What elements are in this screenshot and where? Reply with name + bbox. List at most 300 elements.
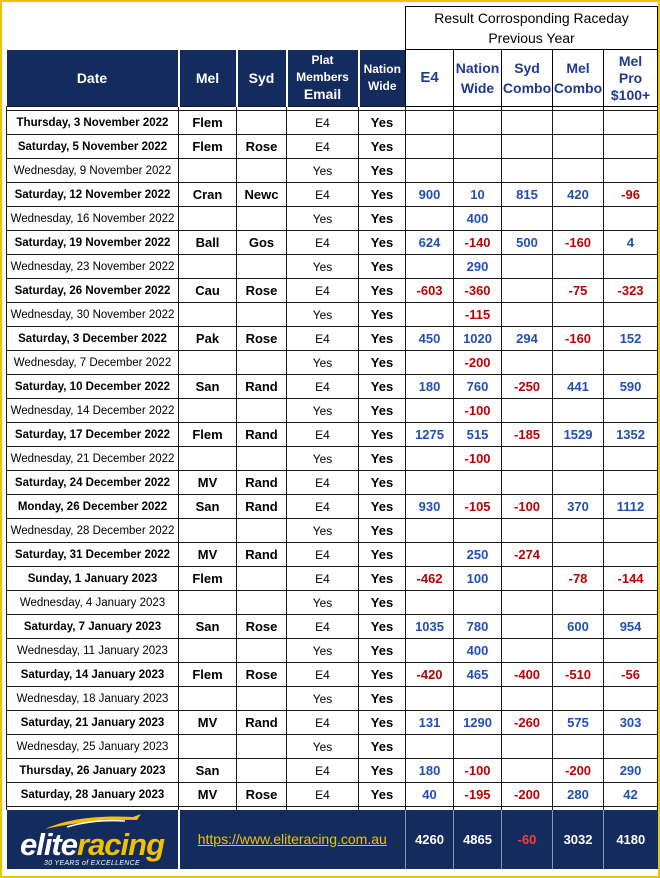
- nation-wide-cell: Yes: [359, 207, 406, 231]
- result-mel-combo-cell: -510: [553, 663, 604, 687]
- date-cell: Saturday, 28 January 2023: [7, 783, 179, 807]
- nation-wide-cell: Yes: [359, 615, 406, 639]
- result-mel-pro-cell: -144: [604, 567, 658, 591]
- result-nation-wide-cell: -100: [454, 447, 502, 471]
- date-cell: Wednesday, 18 January 2023: [7, 687, 179, 711]
- mel-venue-cell: MV: [179, 471, 237, 495]
- result-e4-cell: [406, 255, 454, 279]
- result-e4-cell: [406, 687, 454, 711]
- results-table: [6, 6, 658, 869]
- date-cell: Wednesday, 23 November 2022: [7, 255, 179, 279]
- date-cell: Saturday, 17 December 2022: [7, 423, 179, 447]
- result-mel-combo-cell: [553, 591, 604, 615]
- mel-venue-cell: Flem: [179, 567, 237, 591]
- result-mel-combo-cell: [553, 207, 604, 231]
- result-syd-combo-cell: -200: [502, 783, 553, 807]
- result-mel-pro-cell: -96: [604, 183, 658, 207]
- mel-venue-cell: MV: [179, 783, 237, 807]
- plat-members-cell: Yes: [287, 303, 359, 327]
- result-nation-wide-cell: -195: [454, 783, 502, 807]
- result-mel-combo-cell: -160: [553, 327, 604, 351]
- result-syd-combo-cell: -185: [502, 423, 553, 447]
- result-nation-wide-cell: 1020: [454, 327, 502, 351]
- result-e4-cell: [406, 207, 454, 231]
- result-title-line2: Previous Year: [488, 30, 575, 46]
- date-cell: Saturday, 31 December 2022: [7, 543, 179, 567]
- result-e4-cell: [406, 399, 454, 423]
- result-e4-cell: [406, 159, 454, 183]
- result-mel-combo-cell: [553, 111, 604, 135]
- syd-venue-cell: Rose: [237, 615, 287, 639]
- syd-venue-cell: [237, 447, 287, 471]
- result-syd-combo-cell: -274: [502, 543, 553, 567]
- mel-venue-cell: [179, 639, 237, 663]
- syd-venue-cell: [237, 399, 287, 423]
- logo: [7, 810, 179, 869]
- date-cell: Wednesday, 25 January 2023: [7, 735, 179, 759]
- table-row: [7, 183, 658, 207]
- date-cell: Saturday, 24 December 2022: [7, 471, 179, 495]
- result-syd-combo-cell: 294: [502, 327, 553, 351]
- mel-venue-cell: [179, 519, 237, 543]
- col-header-date: Date: [7, 50, 179, 107]
- logo-elite-text: elite: [19, 826, 77, 862]
- nation-wide-cell: Yes: [359, 135, 406, 159]
- nation-wide-cell: Yes: [359, 471, 406, 495]
- date-cell: Saturday, 12 November 2022: [7, 183, 179, 207]
- result-syd-combo-cell: [502, 351, 553, 375]
- col-header-result-mel-pro: Mel Pro $100+: [604, 50, 658, 107]
- table-row: [7, 159, 658, 183]
- date-cell: Saturday, 10 December 2022: [7, 375, 179, 399]
- nation-wide-cell: Yes: [359, 303, 406, 327]
- result-syd-combo-cell: [502, 207, 553, 231]
- result-mel-pro-cell: [604, 543, 658, 567]
- result-e4-cell: [406, 111, 454, 135]
- result-mel-combo-cell: 600: [553, 615, 604, 639]
- result-mel-combo-cell: [553, 735, 604, 759]
- syd-venue-cell: Rand: [237, 423, 287, 447]
- plat-members-cell: Yes: [287, 591, 359, 615]
- table-row: [7, 279, 658, 303]
- syd-venue-cell: Rand: [237, 495, 287, 519]
- result-syd-combo-cell: [502, 615, 553, 639]
- result-syd-combo-cell: -260: [502, 711, 553, 735]
- total-nation-wide: 4865: [454, 810, 502, 869]
- result-nation-wide-cell: -140: [454, 231, 502, 255]
- plat-members-cell: Yes: [287, 351, 359, 375]
- result-e4-cell: [406, 639, 454, 663]
- syd-venue-cell: Gos: [237, 231, 287, 255]
- syd-venue-cell: Rose: [237, 327, 287, 351]
- nation-wide-cell: Yes: [359, 423, 406, 447]
- mel-venue-cell: [179, 735, 237, 759]
- mel-venue-cell: MV: [179, 543, 237, 567]
- table-row: [7, 591, 658, 615]
- syd-venue-cell: Rand: [237, 375, 287, 399]
- result-nation-wide-cell: -200: [454, 351, 502, 375]
- date-cell: Wednesday, 11 January 2023: [7, 639, 179, 663]
- plat-members-cell: E4: [287, 375, 359, 399]
- result-mel-combo-cell: 441: [553, 375, 604, 399]
- result-e4-cell: [406, 471, 454, 495]
- mel-venue-cell: San: [179, 615, 237, 639]
- syd-venue-cell: [237, 759, 287, 783]
- mel-venue-cell: [179, 687, 237, 711]
- result-mel-combo-cell: -200: [553, 759, 604, 783]
- result-mel-pro-cell: 290: [604, 759, 658, 783]
- mel-venue-cell: Pak: [179, 327, 237, 351]
- col-header-result-mel-combo: Mel Combo: [553, 50, 604, 107]
- result-nation-wide-cell: [454, 159, 502, 183]
- nation-wide-cell: Yes: [359, 735, 406, 759]
- result-e4-cell: 1275: [406, 423, 454, 447]
- syd-venue-cell: [237, 255, 287, 279]
- plat-members-cell: E4: [287, 663, 359, 687]
- result-e4-cell: -462: [406, 567, 454, 591]
- syd-venue-cell: [237, 207, 287, 231]
- syd-venue-cell: [237, 591, 287, 615]
- nation-wide-cell: Yes: [359, 255, 406, 279]
- date-cell: Saturday, 26 November 2022: [7, 279, 179, 303]
- result-e4-cell: [406, 591, 454, 615]
- mel-venue-cell: [179, 351, 237, 375]
- result-mel-combo-cell: -75: [553, 279, 604, 303]
- nation-wide-cell: Yes: [359, 543, 406, 567]
- col-header-plat-members-email: Plat Members Email: [287, 50, 359, 107]
- result-syd-combo-cell: [502, 519, 553, 543]
- result-mel-pro-cell: 954: [604, 615, 658, 639]
- result-mel-pro-cell: 1112: [604, 495, 658, 519]
- result-e4-cell: 624: [406, 231, 454, 255]
- nation-wide-cell: Yes: [359, 447, 406, 471]
- result-syd-combo-cell: [502, 303, 553, 327]
- col-header-nation-wide: Nation Wide: [359, 50, 406, 107]
- plat-members-cell: Yes: [287, 519, 359, 543]
- result-e4-cell: [406, 519, 454, 543]
- mel-venue-cell: MV: [179, 711, 237, 735]
- result-syd-combo-cell: [502, 591, 553, 615]
- table-row: [7, 423, 658, 447]
- result-nation-wide-cell: 10: [454, 183, 502, 207]
- table-row: [7, 687, 658, 711]
- result-nation-wide-cell: 100: [454, 567, 502, 591]
- nation-wide-cell: Yes: [359, 639, 406, 663]
- result-mel-combo-cell: [553, 687, 604, 711]
- mel-venue-cell: San: [179, 759, 237, 783]
- syd-venue-cell: [237, 159, 287, 183]
- table-row: [7, 255, 658, 279]
- table-row: [7, 519, 658, 543]
- date-cell: Sunday, 1 January 2023: [7, 567, 179, 591]
- date-cell: Wednesday, 14 December 2022: [7, 399, 179, 423]
- table-row: [7, 783, 658, 807]
- result-mel-pro-cell: [604, 735, 658, 759]
- col-header-result-nation-wide: Nation Wide: [454, 50, 502, 107]
- plat-members-cell: E4: [287, 543, 359, 567]
- result-nation-wide-cell: 515: [454, 423, 502, 447]
- result-e4-cell: [406, 303, 454, 327]
- total-e4: 4260: [406, 810, 454, 869]
- mel-venue-cell: [179, 591, 237, 615]
- result-e4-cell: 900: [406, 183, 454, 207]
- result-syd-combo-cell: [502, 735, 553, 759]
- result-e4-cell: [406, 447, 454, 471]
- syd-venue-cell: [237, 303, 287, 327]
- result-syd-combo-cell: -250: [502, 375, 553, 399]
- result-e4-cell: [406, 135, 454, 159]
- result-nation-wide-cell: 400: [454, 207, 502, 231]
- result-mel-combo-cell: 420: [553, 183, 604, 207]
- mel-venue-cell: San: [179, 375, 237, 399]
- result-e4-cell: 40: [406, 783, 454, 807]
- result-mel-pro-cell: [604, 111, 658, 135]
- syd-venue-cell: Rand: [237, 711, 287, 735]
- date-cell: Saturday, 5 November 2022: [7, 135, 179, 159]
- result-mel-combo-cell: [553, 543, 604, 567]
- syd-venue-cell: Newc: [237, 183, 287, 207]
- nation-wide-cell: Yes: [359, 183, 406, 207]
- result-nation-wide-cell: [454, 591, 502, 615]
- table-row: [7, 759, 658, 783]
- plat-members-cell: E4: [287, 327, 359, 351]
- result-mel-combo-cell: [553, 135, 604, 159]
- nation-wide-cell: Yes: [359, 519, 406, 543]
- plat-members-cell: E4: [287, 231, 359, 255]
- syd-venue-cell: [237, 567, 287, 591]
- mel-venue-cell: Flem: [179, 423, 237, 447]
- website-link[interactable]: https://www.eliteracing.com.au: [197, 830, 387, 847]
- nation-wide-cell: Yes: [359, 351, 406, 375]
- result-nation-wide-cell: [454, 111, 502, 135]
- result-e4-cell: -420: [406, 663, 454, 687]
- syd-venue-cell: Rand: [237, 471, 287, 495]
- date-cell: Wednesday, 7 December 2022: [7, 351, 179, 375]
- date-cell: Monday, 26 December 2022: [7, 495, 179, 519]
- total-mel-pro: 4180: [604, 810, 658, 869]
- result-e4-cell: [406, 351, 454, 375]
- mel-venue-cell: Ball: [179, 231, 237, 255]
- result-mel-combo-cell: [553, 255, 604, 279]
- plat-members-cell: E4: [287, 423, 359, 447]
- result-mel-combo-cell: [553, 519, 604, 543]
- result-mel-pro-cell: [604, 591, 658, 615]
- result-mel-pro-cell: [604, 639, 658, 663]
- date-cell: Wednesday, 9 November 2022: [7, 159, 179, 183]
- nation-wide-cell: Yes: [359, 399, 406, 423]
- result-mel-pro-cell: 303: [604, 711, 658, 735]
- nation-wide-cell: Yes: [359, 279, 406, 303]
- result-e4-cell: 930: [406, 495, 454, 519]
- result-mel-pro-cell: 4: [604, 231, 658, 255]
- result-syd-combo-cell: -100: [502, 495, 553, 519]
- nation-wide-cell: Yes: [359, 687, 406, 711]
- plat-members-cell: E4: [287, 279, 359, 303]
- syd-venue-cell: [237, 351, 287, 375]
- date-cell: Saturday, 21 January 2023: [7, 711, 179, 735]
- result-mel-pro-cell: 1352: [604, 423, 658, 447]
- nation-wide-cell: Yes: [359, 111, 406, 135]
- result-mel-combo-cell: [553, 399, 604, 423]
- result-nation-wide-cell: [454, 135, 502, 159]
- date-cell: Wednesday, 4 January 2023: [7, 591, 179, 615]
- plat-members-cell: Yes: [287, 447, 359, 471]
- mel-venue-cell: [179, 159, 237, 183]
- col-header-result-syd-combo: Syd Combo: [502, 50, 553, 107]
- nation-wide-cell: Yes: [359, 711, 406, 735]
- nation-wide-cell: Yes: [359, 759, 406, 783]
- table-row: [7, 207, 658, 231]
- result-nation-wide-cell: 465: [454, 663, 502, 687]
- result-nation-wide-cell: 400: [454, 639, 502, 663]
- result-e4-cell: 1035: [406, 615, 454, 639]
- result-e4-cell: 450: [406, 327, 454, 351]
- plat-members-cell: E4: [287, 567, 359, 591]
- plat-members-cell: Yes: [287, 207, 359, 231]
- result-nation-wide-cell: 1290: [454, 711, 502, 735]
- mel-venue-cell: [179, 447, 237, 471]
- table-row: [7, 303, 658, 327]
- result-mel-combo-cell: -78: [553, 567, 604, 591]
- result-mel-pro-cell: [604, 519, 658, 543]
- nation-wide-cell: Yes: [359, 783, 406, 807]
- col-header-result-e4: E4: [406, 50, 454, 107]
- result-syd-combo-cell: [502, 255, 553, 279]
- footer-row: [7, 810, 658, 869]
- date-cell: Saturday, 14 January 2023: [7, 663, 179, 687]
- result-syd-combo-cell: -400: [502, 663, 553, 687]
- result-nation-wide-cell: -100: [454, 399, 502, 423]
- result-nation-wide-cell: 760: [454, 375, 502, 399]
- table-row: [7, 447, 658, 471]
- result-syd-combo-cell: [502, 447, 553, 471]
- logo-tagline: 30 YEARS of EXCELLENCE: [44, 859, 140, 867]
- plat-members-cell: Yes: [287, 735, 359, 759]
- table-row: [7, 735, 658, 759]
- result-nation-wide-cell: [454, 687, 502, 711]
- table-row: [7, 639, 658, 663]
- plat-members-cell: Yes: [287, 639, 359, 663]
- result-syd-combo-cell: [502, 279, 553, 303]
- plat-members-cell: E4: [287, 783, 359, 807]
- result-syd-combo-cell: [502, 399, 553, 423]
- result-mel-pro-cell: [604, 687, 658, 711]
- result-mel-pro-cell: [604, 255, 658, 279]
- result-mel-pro-cell: 152: [604, 327, 658, 351]
- logo-racing-text: racing: [77, 826, 165, 862]
- table-row: [7, 111, 658, 135]
- result-nation-wide-cell: [454, 519, 502, 543]
- table-row: [7, 471, 658, 495]
- result-mel-pro-cell: [604, 471, 658, 495]
- mel-venue-cell: San: [179, 495, 237, 519]
- nation-wide-cell: Yes: [359, 495, 406, 519]
- result-nation-wide-cell: -360: [454, 279, 502, 303]
- table-row: [7, 567, 658, 591]
- syd-venue-cell: [237, 111, 287, 135]
- result-nation-wide-cell: 290: [454, 255, 502, 279]
- result-mel-pro-cell: [604, 351, 658, 375]
- syd-venue-cell: [237, 639, 287, 663]
- nation-wide-cell: Yes: [359, 591, 406, 615]
- result-e4-cell: 180: [406, 759, 454, 783]
- result-nation-wide-cell: -100: [454, 759, 502, 783]
- syd-venue-cell: Rand: [237, 543, 287, 567]
- result-title-line1: Result Corrosponding Raceday: [434, 10, 629, 26]
- syd-venue-cell: Rose: [237, 279, 287, 303]
- result-mel-pro-cell: -56: [604, 663, 658, 687]
- result-mel-combo-cell: [553, 351, 604, 375]
- date-cell: Wednesday, 21 December 2022: [7, 447, 179, 471]
- result-e4-cell: [406, 735, 454, 759]
- table-row: [7, 495, 658, 519]
- result-mel-combo-cell: [553, 447, 604, 471]
- nation-wide-cell: Yes: [359, 327, 406, 351]
- header-spacer: [7, 7, 406, 50]
- date-cell: Thursday, 26 January 2023: [7, 759, 179, 783]
- result-mel-combo-cell: 280: [553, 783, 604, 807]
- nation-wide-cell: Yes: [359, 231, 406, 255]
- table-row: [7, 327, 658, 351]
- plat-members-cell: Yes: [287, 159, 359, 183]
- plat-members-cell: Yes: [287, 255, 359, 279]
- table-row: [7, 135, 658, 159]
- total-mel-combo: 3032: [553, 810, 604, 869]
- result-syd-combo-cell: [502, 759, 553, 783]
- result-mel-combo-cell: [553, 471, 604, 495]
- result-e4-cell: 131: [406, 711, 454, 735]
- result-mel-pro-cell: [604, 159, 658, 183]
- result-mel-combo-cell: [553, 159, 604, 183]
- result-e4-cell: -603: [406, 279, 454, 303]
- date-cell: Wednesday, 28 December 2022: [7, 519, 179, 543]
- result-e4-cell: 180: [406, 375, 454, 399]
- result-title: [406, 7, 658, 50]
- date-cell: Wednesday, 16 November 2022: [7, 207, 179, 231]
- result-mel-pro-cell: [604, 399, 658, 423]
- table-row: [7, 375, 658, 399]
- syd-venue-cell: [237, 687, 287, 711]
- result-nation-wide-cell: 780: [454, 615, 502, 639]
- table-row: [7, 615, 658, 639]
- plat-members-cell: Yes: [287, 399, 359, 423]
- date-cell: Saturday, 3 December 2022: [7, 327, 179, 351]
- plat-members-cell: E4: [287, 711, 359, 735]
- result-mel-combo-cell: -160: [553, 231, 604, 255]
- date-cell: Saturday, 19 November 2022: [7, 231, 179, 255]
- result-mel-combo-cell: [553, 639, 604, 663]
- result-nation-wide-cell: [454, 471, 502, 495]
- plat-members-cell: E4: [287, 111, 359, 135]
- nation-wide-cell: Yes: [359, 375, 406, 399]
- result-syd-combo-cell: [502, 639, 553, 663]
- syd-venue-cell: Rose: [237, 663, 287, 687]
- results-body: [7, 111, 658, 807]
- mel-venue-cell: [179, 255, 237, 279]
- date-cell: Wednesday, 30 November 2022: [7, 303, 179, 327]
- plat-members-cell: E4: [287, 495, 359, 519]
- nation-wide-cell: Yes: [359, 663, 406, 687]
- plat-members-cell: E4: [287, 183, 359, 207]
- result-mel-pro-cell: 590: [604, 375, 658, 399]
- syd-venue-cell: [237, 519, 287, 543]
- result-mel-combo-cell: 1529: [553, 423, 604, 447]
- result-syd-combo-cell: 815: [502, 183, 553, 207]
- result-syd-combo-cell: [502, 567, 553, 591]
- col-header-mel: Mel: [179, 50, 237, 107]
- result-syd-combo-cell: [502, 135, 553, 159]
- result-syd-combo-cell: [502, 687, 553, 711]
